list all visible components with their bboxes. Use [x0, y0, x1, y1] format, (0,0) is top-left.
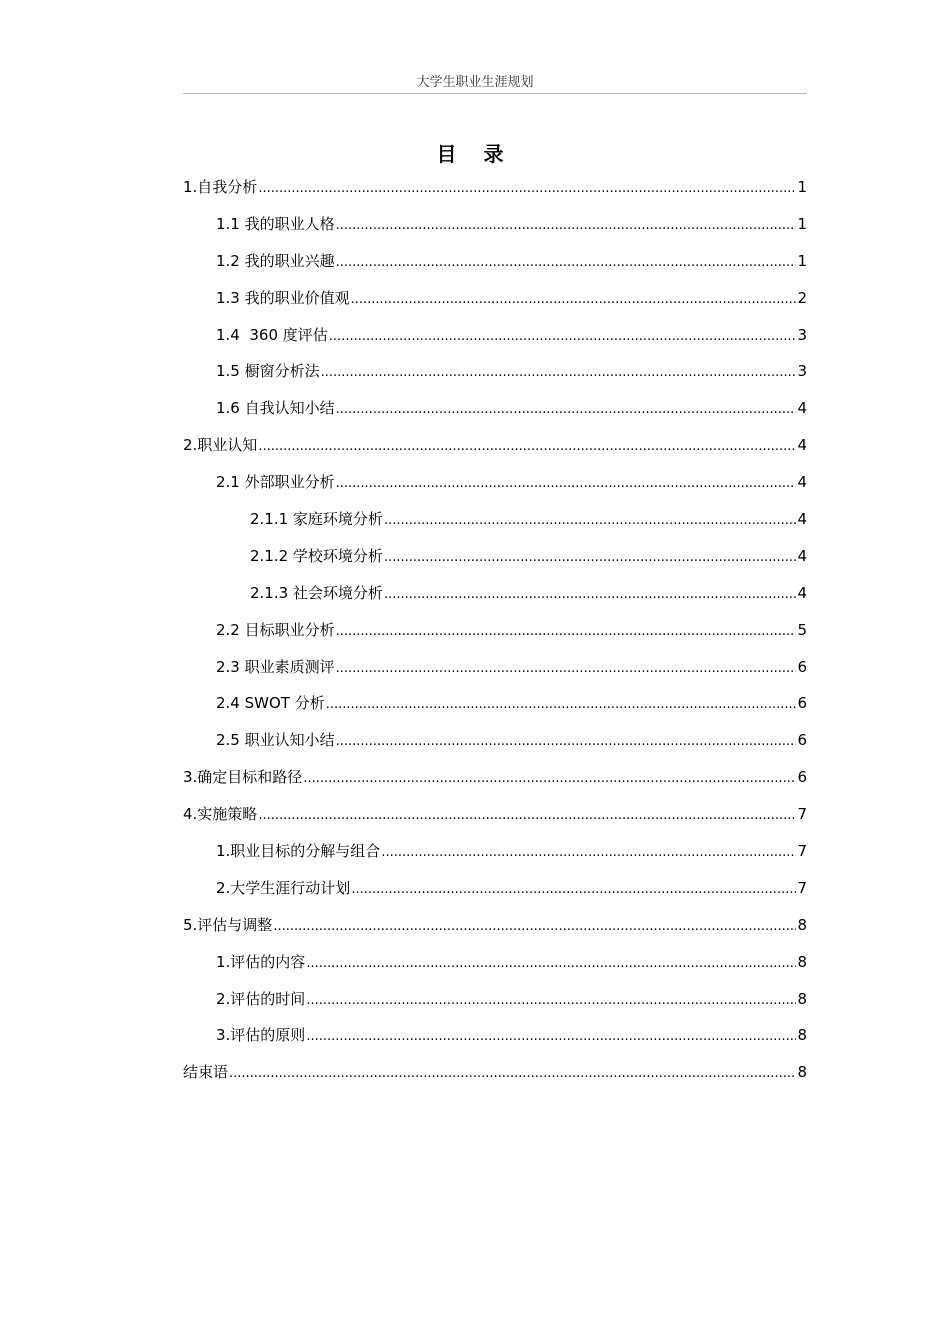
toc-dot-leader	[336, 724, 797, 761]
toc-dot-leader	[351, 872, 796, 909]
toc-entry-label: 3.确定目标和路径	[183, 768, 303, 787]
toc-entry[interactable]	[183, 649, 807, 686]
toc-dot-leader	[306, 983, 796, 1020]
toc-entry-page: 4	[797, 583, 807, 602]
toc-entry-page: 4	[797, 436, 807, 455]
toc-entry-label: 4.实施策略	[183, 805, 258, 824]
toc-entry-page: 2	[797, 288, 807, 307]
toc-entry-page: 6	[797, 657, 807, 676]
toc-entry-label: 2.1.1 家庭环境分析	[250, 510, 383, 529]
toc-entry[interactable]	[183, 759, 807, 796]
toc-entry-label: 结束语	[183, 1063, 229, 1082]
toc-entry[interactable]	[183, 317, 807, 354]
toc-entry[interactable]	[183, 206, 807, 243]
toc-entry[interactable]	[183, 501, 807, 538]
toc-entry-label: 1.6 自我认知小结	[216, 399, 335, 418]
toc-entry-page: 4	[797, 546, 807, 565]
toc-entry-label: 2.5 职业认知小结	[216, 731, 335, 750]
toc-entry[interactable]	[183, 243, 807, 280]
toc-entry[interactable]	[183, 944, 807, 981]
toc-dot-leader	[336, 614, 797, 651]
toc-entry[interactable]	[183, 981, 807, 1018]
toc-entry-page: 7	[797, 805, 807, 824]
toc-dot-leader	[336, 651, 797, 688]
toc-entry-label: 2.2 目标职业分析	[216, 620, 335, 639]
table-of-contents	[183, 169, 807, 1091]
toc-entry-label: 2.职业认知	[183, 436, 258, 455]
toc-dot-leader	[329, 319, 797, 356]
toc-entry-page: 3	[797, 325, 807, 344]
toc-dot-leader	[229, 1056, 796, 1093]
toc-entry-page: 4	[797, 473, 807, 492]
toc-entry-label: 1.5 橱窗分析法	[216, 362, 320, 381]
toc-entry[interactable]	[183, 390, 807, 427]
toc-entry-page: 3	[797, 362, 807, 381]
toc-entry-label: 2.4 SWOT 分析	[216, 694, 325, 713]
toc-dot-leader	[306, 946, 796, 983]
toc-dot-leader	[326, 687, 797, 724]
toc-entry[interactable]	[183, 796, 807, 833]
toc-entry[interactable]	[183, 353, 807, 390]
toc-entry-label: 2.1.2 学校环境分析	[250, 546, 383, 565]
toc-title: 目 录	[436, 142, 514, 166]
toc-dot-leader	[321, 355, 797, 392]
toc-entry-label: 1.1 我的职业人格	[216, 214, 335, 233]
toc-dot-leader	[336, 466, 797, 503]
toc-entry[interactable]	[183, 427, 807, 464]
toc-entry-label: 1.4 360 度评估	[216, 325, 328, 344]
toc-entry-label: 1.自我分析	[183, 178, 258, 196]
toc-entry[interactable]	[183, 169, 807, 206]
toc-entry-page: 1	[797, 251, 807, 270]
toc-entry[interactable]	[183, 1054, 807, 1091]
toc-entry[interactable]	[183, 833, 807, 870]
toc-dot-leader	[351, 282, 797, 319]
toc-entry[interactable]	[183, 575, 807, 612]
toc-entry-page: 6	[797, 731, 807, 750]
toc-entry-page: 5	[797, 620, 807, 639]
toc-dot-leader	[258, 171, 796, 208]
toc-entry-page: 7	[797, 878, 807, 897]
toc-entry-page: 1	[797, 214, 807, 233]
toc-dot-leader	[303, 761, 796, 798]
toc-dot-leader	[381, 835, 796, 872]
toc-entry-label: 3.评估的原则	[216, 1026, 306, 1045]
toc-entry-page: 6	[797, 768, 807, 787]
toc-entry[interactable]	[183, 280, 807, 317]
toc-dot-leader	[258, 798, 796, 835]
toc-entry-label: 1.2 我的职业兴趣	[216, 251, 335, 270]
toc-entry-page: 8	[797, 1063, 807, 1082]
toc-entry-page: 8	[797, 989, 807, 1008]
toc-entry-page: 7	[797, 842, 807, 861]
toc-entry[interactable]	[183, 685, 807, 722]
toc-entry[interactable]	[183, 464, 807, 501]
toc-entry-label: 2.3 职业素质测评	[216, 657, 335, 676]
toc-dot-leader	[336, 245, 797, 282]
toc-entry-page: 8	[797, 915, 807, 934]
toc-entry[interactable]	[183, 907, 807, 944]
toc-entry[interactable]	[183, 1017, 807, 1054]
toc-entry[interactable]	[183, 722, 807, 759]
toc-entry-label: 2.评估的时间	[216, 989, 306, 1008]
toc-entry-page: 6	[797, 694, 807, 713]
toc-entry[interactable]	[183, 612, 807, 649]
toc-entry-label: 1.职业目标的分解与组合	[216, 842, 381, 861]
toc-dot-leader	[258, 429, 796, 466]
toc-entry[interactable]	[183, 538, 807, 575]
toc-dot-leader	[384, 503, 797, 540]
toc-entry-page: 4	[797, 510, 807, 529]
toc-entry-page: 4	[797, 399, 807, 418]
header-divider	[183, 93, 807, 94]
toc-entry-label: 5.评估与调整	[183, 915, 273, 934]
toc-dot-leader	[384, 577, 797, 614]
toc-entry-page: 1	[797, 178, 807, 196]
toc-entry-label: 2.1.3 社会环境分析	[250, 583, 383, 602]
running-header: 大学生职业生涯规划	[416, 75, 534, 90]
toc-entry-label: 2.1 外部职业分析	[216, 473, 335, 492]
toc-dot-leader	[336, 392, 797, 429]
toc-dot-leader	[306, 1019, 796, 1056]
toc-dot-leader	[384, 540, 797, 577]
toc-entry-page: 8	[797, 1026, 807, 1045]
toc-entry[interactable]	[183, 870, 807, 907]
toc-entry-page: 8	[797, 952, 807, 971]
toc-entry-label: 1.3 我的职业价值观	[216, 288, 350, 307]
toc-entry-label: 1.评估的内容	[216, 952, 306, 971]
toc-dot-leader	[336, 208, 797, 245]
toc-dot-leader	[273, 909, 796, 946]
toc-entry-label: 2.大学生涯行动计划	[216, 878, 351, 897]
